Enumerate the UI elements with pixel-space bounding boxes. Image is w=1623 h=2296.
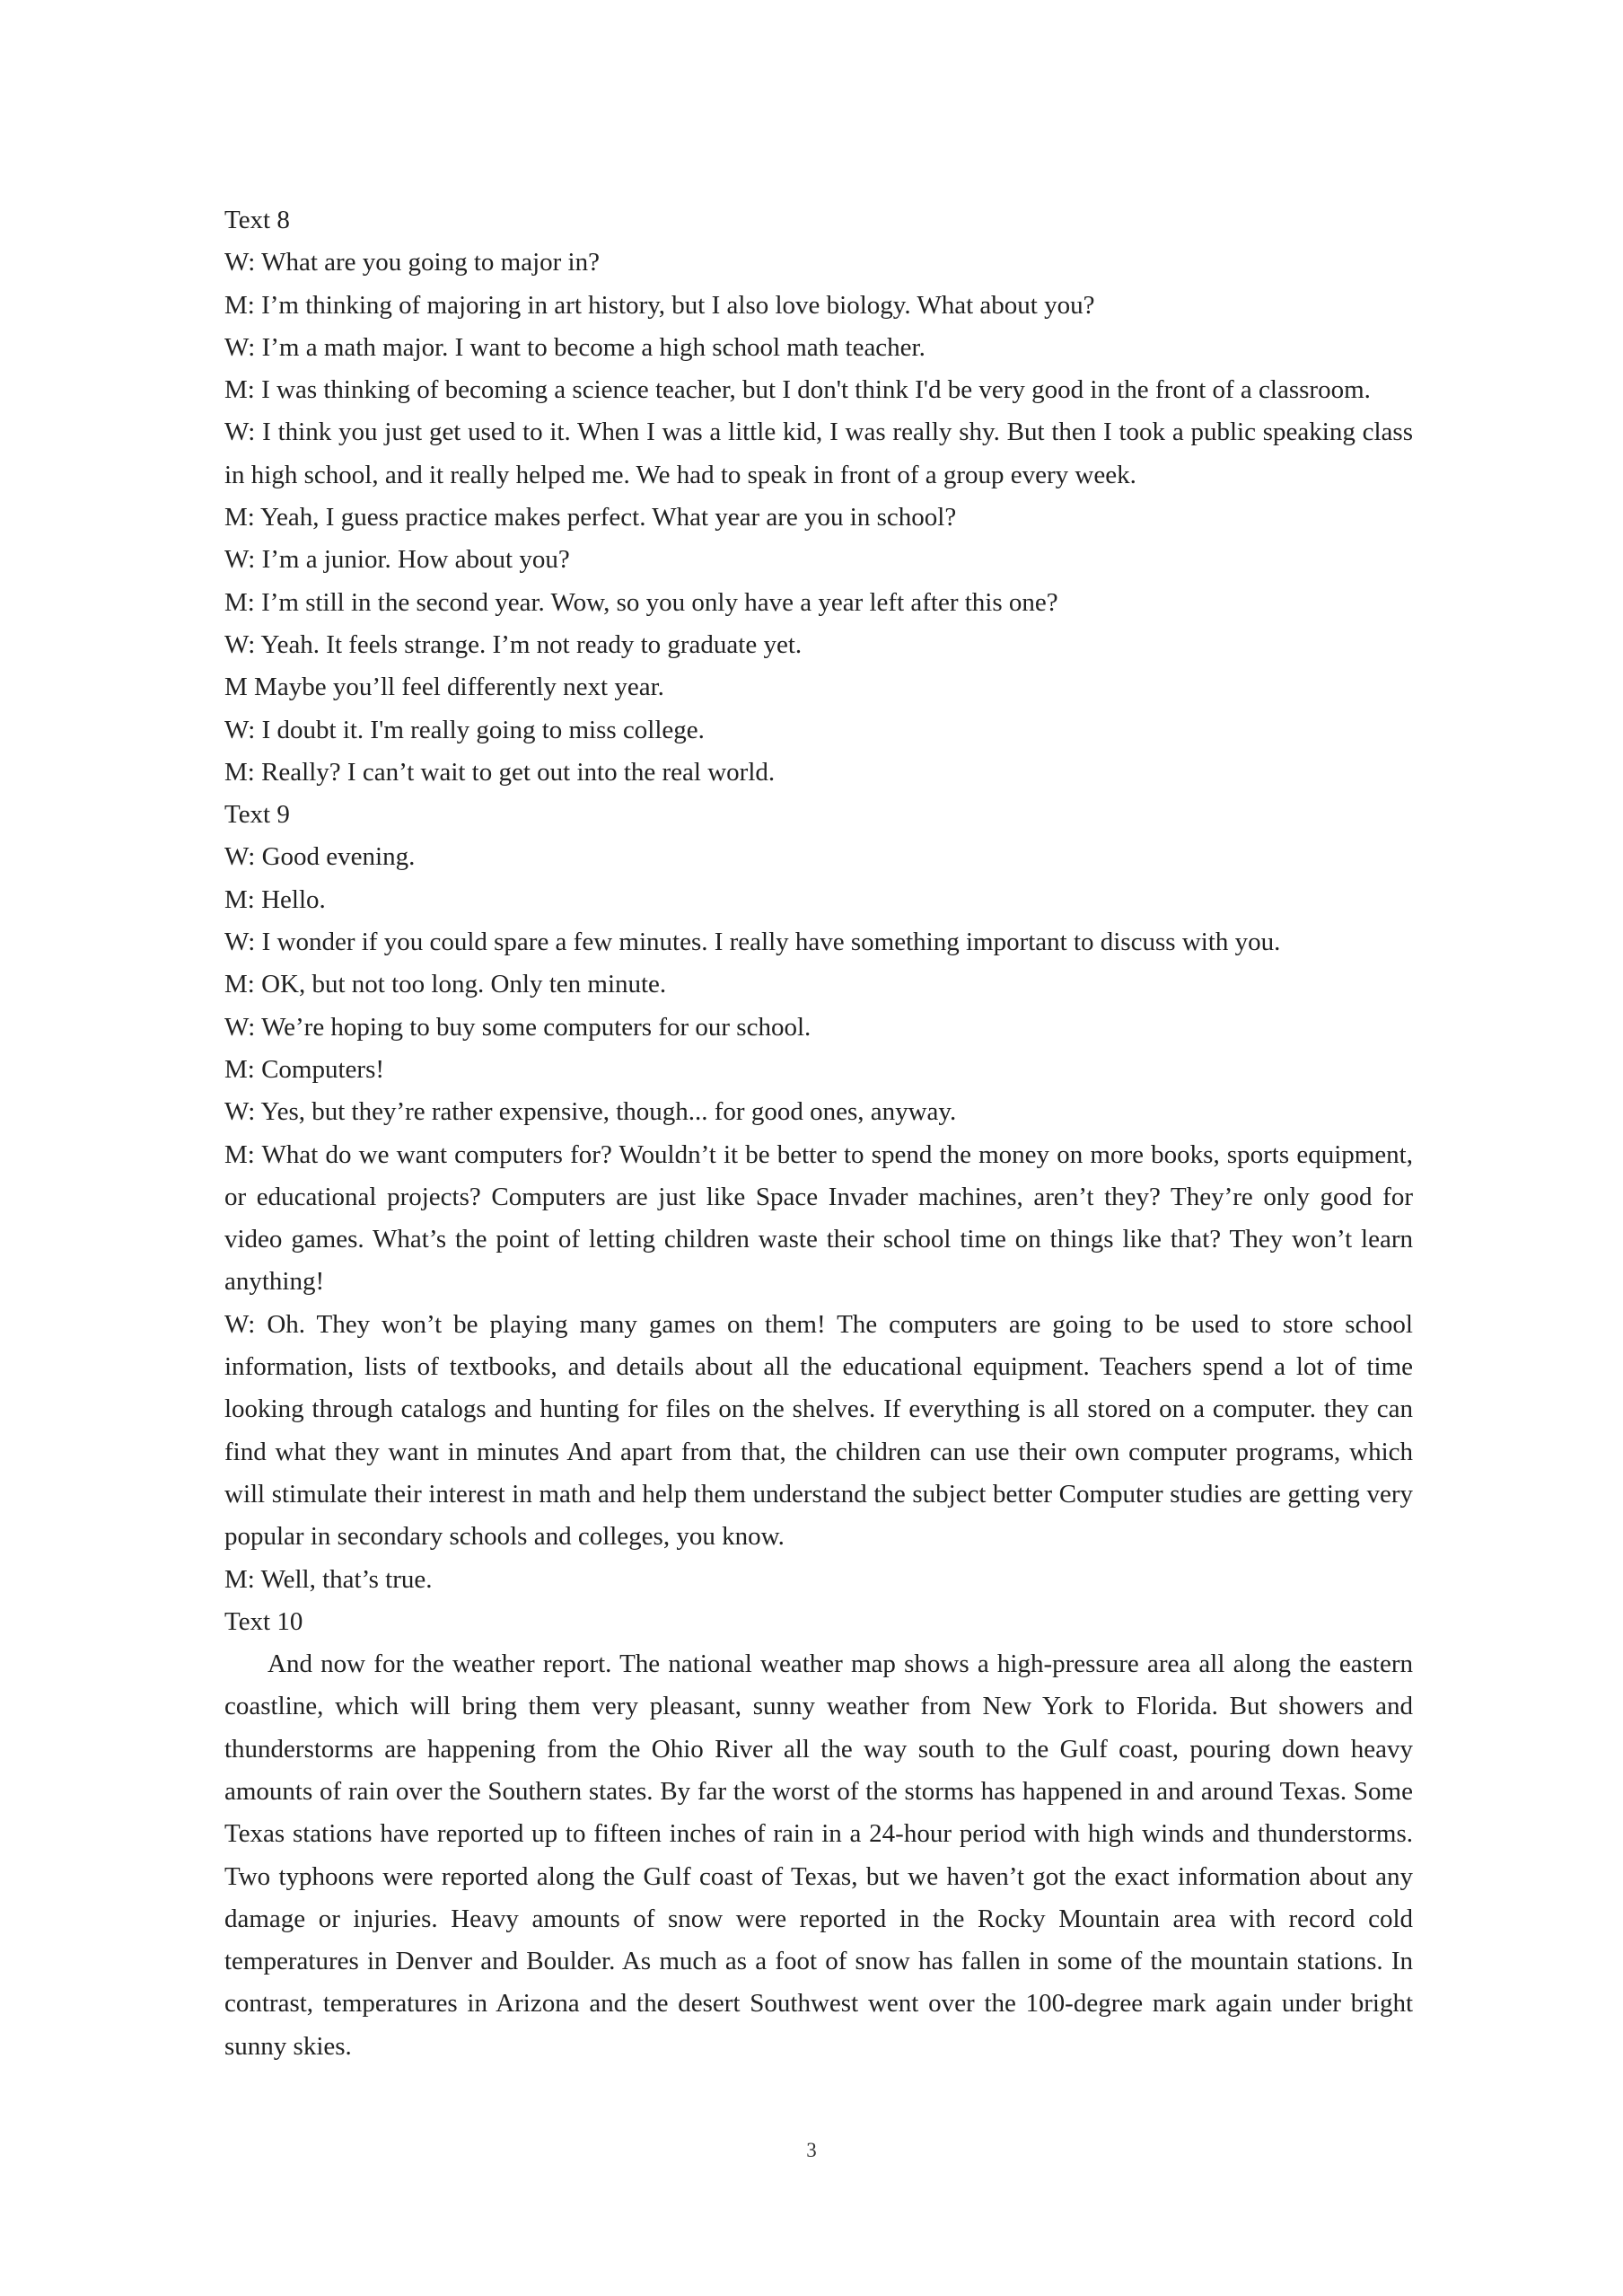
dialogue-line: W: I doubt it. I'm really going to miss college. [224, 715, 705, 744]
page-number: 3 [806, 2139, 817, 2161]
dialogue-line: M: Really? I can’t wait to get out into the real world. [224, 757, 776, 787]
section-heading-text-8: Text 8 [224, 206, 290, 234]
document-page [224, 199, 1413, 2068]
dialogue-line: W: Oh. They won’t be playing many games on them! The computers are going to be used to store school information, lists of textbooks, and details about all the educational equipment. Teachers spend a lot of time looking through catalogs and hunting for files on the shelves. If everything is all stored on a computer. they can find what they want in minutes And apart from that, the children can use their own computer programs, which will stimulate their interest in math and help them understand the subject better Computer studies are getting very popular in secondary schools and colleges, you know. [224, 1309, 1413, 1552]
dialogue-line: M: I’m thinking of majoring in art history, but I also love biology. What about you? [224, 290, 1095, 320]
dialogue-line: W: Good evening. [224, 842, 416, 872]
dialogue-line: M: What do we want computers for? Wouldn’t it be better to spend the money on more books, sports equipment, or educational projects? Computers are just like Space Invader machines, aren’t they? They’re only good for video games. What’s the point of letting children waste their school time on things like that? They won’t learn anything! [224, 1139, 1413, 1297]
dialogue-line: W: I wonder if you could spare a few minutes. I really have something important to discuss with you. [224, 928, 1281, 957]
dialogue-line: M Maybe you’ll feel differently next year. [224, 673, 664, 702]
dialogue-line: M: OK, but not too long. Only ten minute. [224, 970, 667, 999]
dialogue-line: M: I was thinking of becoming a science teacher, but I don't think I'd be very good in the front of a classroom. [224, 375, 1371, 405]
dialogue-line: M: Hello. [224, 884, 326, 914]
dialogue-line: W: What are you going to major in? [224, 248, 600, 277]
dialogue-line: M: Well, that’s true. [224, 1564, 433, 1594]
weather-report-paragraph: And now for the weather report. The national weather map shows a high-pressure area all along the eastern coastline, which will bring them very pleasant, sunny weather from New York to Florida. But showers and thunderstorms are happening from the Ohio River all the way south to the Gulf coast, pouring down heavy amounts of rain over the Southern states. By far the worst of the storms has happened in and around Texas. Some Texas stations have reported up to fifteen inches of rain in a 24-hour period with high winds and thunderstorms. Two typhoons were reported along the Gulf coast of Texas, but we haven’t got the exact information about any damage or injuries. Heavy amounts of snow were reported in the Rocky Mountain area with record cold temperatures in Denver and Boulder. As much as a foot of snow has fallen in some of the mountain stations. In contrast, temperatures in Arizona and the desert Southwest went over the 100-degree mark again under bright sunny skies. [224, 1649, 1413, 2061]
dialogue-line: M: I’m still in the second year. Wow, so you only have a year left after this one? [224, 587, 1058, 617]
dialogue-line: W: Yeah. It feels strange. I’m not ready to graduate yet. [224, 629, 803, 659]
dialogue-line: W: We’re hoping to buy some computers for our school. [224, 1012, 812, 1042]
dialogue-line: W: Yes, but they’re rather expensive, though... for good ones, anyway. [224, 1097, 957, 1127]
dialogue-line: W: I’m a math major. I want to become a high school math teacher. [224, 332, 926, 362]
dialogue-line: W: I think you just get used to it. When I was a little kid, I was really shy. But then I took a public speaking class in high school, and it really helped me. We had to speak in front of a group every week. [224, 418, 1413, 489]
section-heading-text-10: Text 10 [224, 1606, 303, 1636]
dialogue-line: W: I’m a junior. How about you? [224, 545, 570, 575]
section-heading-text-9: Text 9 [224, 800, 290, 830]
dialogue-line: M: Yeah, I guess practice makes perfect. What year are you in school? [224, 503, 957, 532]
dialogue-line: M: Computers! [224, 1054, 385, 1084]
